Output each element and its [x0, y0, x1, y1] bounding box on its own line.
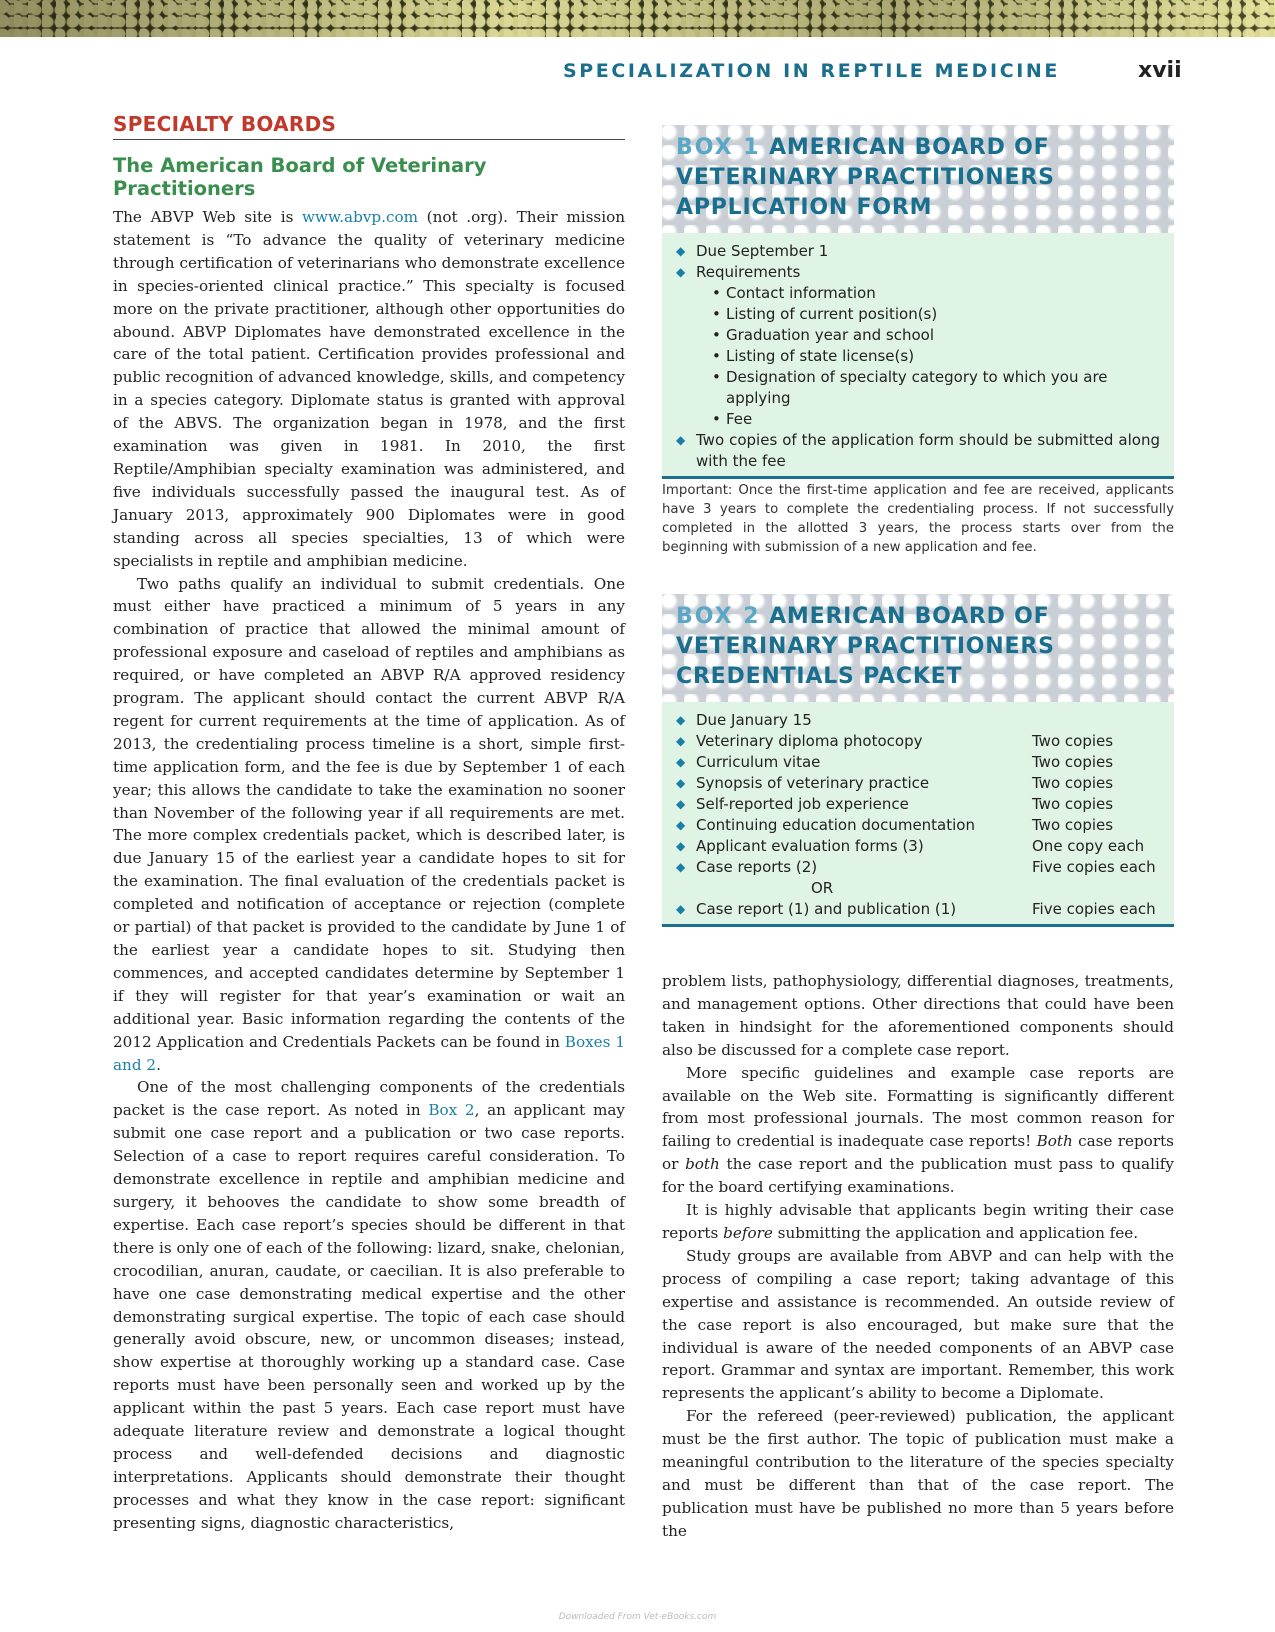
copies-text: Two copies	[1032, 795, 1114, 813]
left-column	[113, 112, 625, 1535]
diamond-bullet-icon: ◆	[676, 839, 686, 853]
copies-text: Five copies each	[1032, 900, 1156, 918]
list-item	[712, 304, 1160, 325]
list-item	[676, 899, 1160, 920]
list-item	[676, 262, 1160, 430]
header-banner-image	[0, 0, 1275, 37]
emphasis: both	[685, 1155, 720, 1174]
sub-heading: The American Board of Veterinary Practitioners	[113, 154, 487, 200]
paragraph-right-2	[662, 1062, 1174, 1199]
text: Graduation year and school	[726, 326, 935, 344]
text: the case report and the publication must pass to qualify for the board certifying examinations.	[662, 1155, 1175, 1197]
box-2-list	[662, 702, 1174, 924]
item-text: Self-reported job experience	[696, 795, 909, 813]
download-footer: Downloaded From Vet-eBooks.com	[558, 1612, 717, 1622]
text: Fee	[726, 410, 753, 428]
list-item	[676, 752, 1160, 773]
text: Requirements	[696, 263, 801, 281]
diamond-bullet-icon: ◆	[676, 265, 686, 279]
text: submitting the application and application fee.	[772, 1223, 1139, 1242]
list-item	[712, 409, 1160, 430]
list-item	[676, 773, 1160, 794]
diamond-bullet-icon: ◆	[676, 734, 686, 748]
copies-text: Five copies each	[1032, 858, 1156, 876]
copies-text: Two copies	[1032, 753, 1114, 771]
box-1-note: Important: Once the first-time application and fee are received, applicants have 3 years to complete the credentialing process. If not successfully completed in the allotted 3 years, the process starts over from the beginning with submission of a new application and fee.	[662, 483, 1174, 555]
item-text: Applicant evaluation forms (3)	[696, 837, 924, 855]
item-text: Case report (1) and publication (1)	[696, 900, 957, 918]
item-text: Case reports (2)	[696, 858, 818, 876]
diamond-bullet-icon: ◆	[676, 776, 686, 790]
list-item	[676, 710, 1160, 731]
dot-bullet-icon: •	[712, 368, 721, 386]
dot-bullet-icon: •	[712, 305, 721, 323]
text: The ABVP Web site is	[113, 208, 303, 226]
paragraph-right-3	[662, 1199, 1174, 1245]
text: More specific guidelines and example case reports are available on the Web site. Formatting is significantly different from most professional journals. The most common reason for failing to credential is inadequate case reports!	[662, 1063, 1174, 1151]
box-1-title-text: AMERICAN BOARD OF VETERINARY PRACTITIONERS APPLICATION FORM	[676, 135, 1055, 220]
list-item	[676, 430, 1160, 472]
right-column-text	[662, 970, 1174, 1543]
diamond-bullet-icon: ◆	[676, 713, 686, 727]
dot-bullet-icon: •	[712, 410, 721, 428]
diamond-bullet-icon: ◆	[676, 244, 686, 258]
box-1-list	[662, 233, 1174, 476]
dot-bullet-icon: •	[712, 284, 721, 302]
paragraph-3	[113, 1076, 625, 1534]
emphasis: Both	[1036, 1132, 1073, 1151]
copies-text: Two copies	[1032, 774, 1114, 792]
list-item	[712, 325, 1160, 346]
paragraph-right-1: problem lists, pathophysiology, differential diagnoses, treatments, and management options. Other directions that could have been taken in hindsight for the aforementioned components should also be discussed for a complete case report.	[662, 972, 1174, 1059]
item-text: Veterinary diploma photocopy	[696, 732, 923, 750]
box-2-label: BOX 2	[676, 604, 761, 629]
copies-text: Two copies	[1032, 816, 1114, 834]
text: Designation of specialty category to which you are applying	[726, 368, 1108, 407]
item-text: Continuing education documentation	[696, 816, 975, 834]
item-text: Synopsis of veterinary practice	[696, 774, 930, 792]
list-item	[676, 241, 1160, 262]
list-item	[676, 815, 1160, 836]
requirements-sublist	[696, 283, 1160, 430]
item-text: Curriculum vitae	[696, 753, 821, 771]
paragraph-right-4: Study groups are available from ABVP and can help with the process of compiling a case report; taking advantage of this expertise and assistance is recommended. An outside review of the case report is also encouraged, but make sure that the individual is aware of the needed components of an ABVP case report. Grammar and syntax are important. Remember, this work represents the applicant’s ability to become a Diplomate.	[662, 1246, 1174, 1403]
diamond-bullet-icon: ◆	[676, 755, 686, 769]
list-item	[676, 857, 1160, 878]
paragraph-2	[113, 573, 625, 1077]
text: Due January 15	[696, 711, 812, 729]
boxes-link[interactable]: Boxes 1 and 2	[113, 1032, 625, 1074]
dot-bullet-icon: •	[712, 326, 721, 344]
box-1-title	[662, 125, 1174, 233]
text: Due September 1	[696, 242, 829, 260]
diamond-bullet-icon: ◆	[676, 797, 686, 811]
list-item	[712, 346, 1160, 367]
text: It is highly advisable that applicants begin writing their case reports	[662, 1201, 1174, 1242]
text: (not .org). Their mission statement is “To advance the quality of veterinary medicine through certification of veterinarians who demonstrate excellence in species-oriented clinical practice.” This specialty is focused more on the private practitioner, although other opportunities do abound. ABVP Diplomates have demonstrated excellence in the care of the total patient. Certification provides professional and public recognition of advanced knowledge, skills, and competency in a species category. Diplomate status is granted with approval of the ABVS. The organization began in 1978, and the first examination was given in 1981. In 2010, the first Reptile/Amphibian specialty examination was administered, and five individuals successfully passed the inaugural test. As of January 2013, approximately 900 Diplomates were in good standing across all species specialties, 13 of which were specialists in reptile and amphibian medicine.	[113, 208, 625, 570]
running-title: SPECIALIZATION IN REPTILE MEDICINE	[562, 60, 1060, 82]
or-separator: OR	[811, 879, 834, 897]
paragraph-right-5: For the refereed (peer-reviewed) publication, the applicant must be the first author. The topic of publication must make a meaningful contribution to the literature of the species specialty and must be different than that of the case report. The publication must have be published no more than 5 years before the	[662, 1407, 1174, 1540]
diamond-bullet-icon: ◆	[676, 902, 686, 916]
text: Two paths qualify an individual to submit credentials. One must either have practiced a minimum of 5 years in any combination of practice that allowed the minimal amount of professional exposure and caseload of reptiles and amphibians as required, or have completed an ABVP R/A approved residency program. The applicant should contact the current ABVP R/A regent for current requirements at the time of application. As of 2013, the credentialing process timeline is a short, simple first-time application form, and the fee is due by September 1 of each year; this allows the candidate to take the examination no sooner than November of the following year if all requirements are met. The more complex credentials packet, which is described later, is due January 15 of the earliest year a candidate hopes to sit for the examination. The final evaluation of the credentials packet is completed and notification of acceptance or rejection (complete or partial) of that packet is provided to the candidate by June 1 of the earliest year a candidate hopes to sit. Studying then commences, and accepted candidates determine by September 1 if they will register for that year’s examination or wait an additional year. Basic information regarding the contents of the 2012 Application and Credentials Packets can be found in	[113, 574, 625, 1051]
box-2-title	[662, 594, 1174, 702]
diamond-bullet-icon: ◆	[676, 818, 686, 832]
copies-text: Two copies	[1032, 732, 1114, 750]
text: One of the most challenging components of the credentials packet is the case report. As noted in	[113, 1078, 625, 1120]
text: Two copies of the application form should be submitted along with the fee	[696, 431, 1160, 470]
list-item	[676, 731, 1160, 752]
box-2-title-text: AMERICAN BOARD OF VETERINARY PRACTITIONERS CREDENTIALS PACKET	[676, 604, 1055, 689]
diamond-bullet-icon: ◆	[676, 860, 686, 874]
list-item	[712, 283, 1160, 304]
emphasis: before	[723, 1223, 773, 1242]
box-1-label: BOX 1	[676, 135, 761, 160]
text: , an applicant may submit one case report and a publication or two case reports. Selection of a case to report requires careful consideration. To demonstrate excellence in reptile and amphibian medicine and surgery, it behooves the candidate to show some breadth of expertise. Each case report’s species should be different in that there is only one of each of the following: lizard, snake, chelonian, crocodilian, anuran, caudate, or caecilian. It is also preferable to have one case demonstrating medical expertise and the other demonstrating surgical expertise. The topic of each case should generally avoid obscure, new, or uncommon diseases; instead, show expertise at thoroughly working up a standard case. Case reports must have been personally seen and worked up by the applicant within the past 5 years. Each case report must have adequate literature review and demonstrate a logical thought process and well-defended decisions and diagnostic interpretations. Applicants should demonstrate their thought processes and what they know in the case report: significant presenting signs, diagnostic characteristics,	[113, 1101, 625, 1532]
text: Listing of current position(s)	[726, 305, 938, 323]
box-1	[662, 125, 1174, 479]
paragraph-1	[113, 206, 625, 573]
text: .	[156, 1055, 161, 1074]
abvp-link[interactable]: www.abvp.com	[302, 208, 419, 226]
text: Listing of state license(s)	[726, 347, 915, 365]
dot-bullet-icon: •	[712, 347, 721, 365]
box-2	[662, 594, 1174, 927]
section-heading: SPECIALTY BOARDS	[113, 112, 625, 140]
list-item	[676, 836, 1160, 857]
text: case reports or	[662, 1132, 1174, 1174]
copies-text: One copy each	[1032, 837, 1145, 855]
diamond-bullet-icon: ◆	[676, 433, 686, 447]
text: Contact information	[726, 284, 876, 302]
list-item	[712, 367, 1160, 409]
box2-link[interactable]: Box 2	[428, 1101, 475, 1120]
list-item	[676, 794, 1160, 815]
page-number: xvii	[1138, 58, 1182, 83]
